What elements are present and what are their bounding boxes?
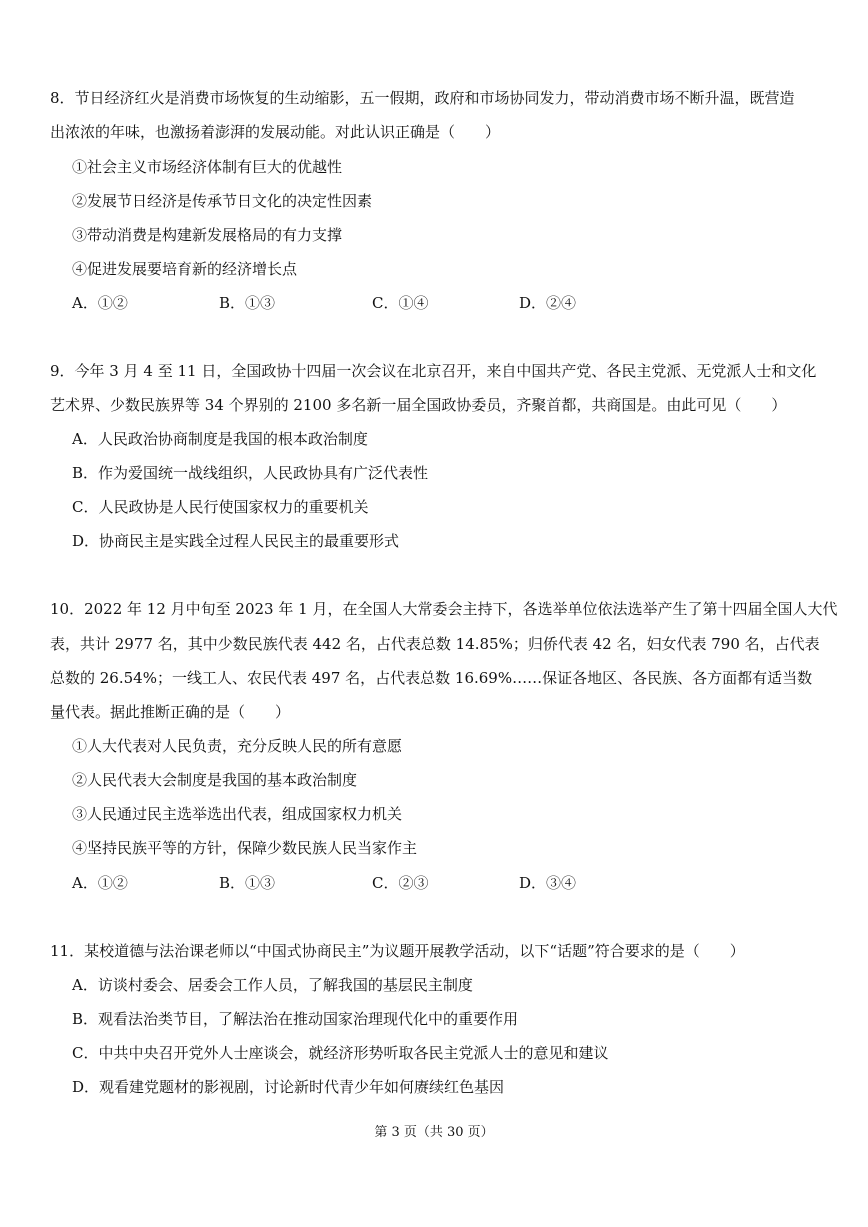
choice-b[interactable]: B．①③ xyxy=(219,294,276,312)
question-10-stem-line-4: 量代表。据此推断正确的是（ ） xyxy=(50,703,291,721)
page-footer: 第 3 页（共 30 页） xyxy=(374,1125,494,1140)
choice-d[interactable]: D．③④ xyxy=(519,874,577,892)
question-8-stem-line-2: 出浓浓的年味，也激扬着澎湃的发展动能。对此认识正确是（ ） xyxy=(50,123,501,141)
question-9-option-a[interactable]: A．人民政治协商制度是我国的根本政治制度 xyxy=(72,430,368,448)
question-10-item-3: ③人民通过民主选举选出代表，组成国家权力机关 xyxy=(72,805,403,823)
question-10-item-1: ①人大代表对人民负责，充分反映人民的所有意愿 xyxy=(72,737,403,755)
question-9-option-b[interactable]: B．作为爱国统一战线组织，人民政协具有广泛代表性 xyxy=(72,464,429,482)
question-11-option-a[interactable]: A．访谈村委会、居委会工作人员，了解我国的基层民主制度 xyxy=(72,976,473,994)
question-10-item-2: ②人民代表大会制度是我国的基本政治制度 xyxy=(72,771,358,789)
choice-d[interactable]: D．②④ xyxy=(519,294,577,312)
question-9-option-c[interactable]: C．人民政协是人民行使国家权力的重要机关 xyxy=(72,498,369,516)
question-10-item-4: ④坚持民族平等的方针，保障少数民族人民当家作主 xyxy=(72,839,418,857)
choice-a[interactable]: A．①② xyxy=(72,874,128,892)
question-9-option-d[interactable]: D．协商民主是实践全过程人民民主的最重要形式 xyxy=(72,532,400,550)
question-8-choices xyxy=(72,293,632,313)
question-9-stem-line-2: 艺术界、少数民族界等 34 个界别的 2100 多名新一届全国政协委员，齐聚首都，共商国是。由此可见（ ） xyxy=(50,396,787,414)
question-8-item-2: ②发展节日经济是传承节日文化的决定性因素 xyxy=(72,192,373,210)
choice-c[interactable]: C．②③ xyxy=(372,874,429,892)
question-11-option-b[interactable]: B．观看法治类节目，了解法治在推动国家治理现代化中的重要作用 xyxy=(72,1010,519,1028)
choice-c[interactable]: C．①④ xyxy=(372,294,429,312)
question-8-item-1: ①社会主义市场经济体制有巨大的优越性 xyxy=(72,158,343,176)
question-10-stem-line-3: 总数的 26.54%；一线工人、农民代表 497 名，占代表总数 16.69%……保证各地区、各民族、各方面都有适当数 xyxy=(50,669,813,687)
choice-b[interactable]: B．①③ xyxy=(219,874,276,892)
question-11-option-d[interactable]: D．观看建党题材的影视剧，讨论新时代青少年如何赓续红色基因 xyxy=(72,1078,505,1096)
question-8-stem-line-1: 8．节日经济红火是消费市场恢复的生动缩影，五一假期，政府和市场协同发力，带动消费市场不断升温，既营造 xyxy=(50,89,795,107)
question-11-stem-line-1: 11．某校道德与法治课老师以“中国式协商民主”为议题开展教学活动，以下“话题”符合要求的是（ ） xyxy=(50,942,745,960)
question-10-stem-line-2: 表，共计 2977 名，其中少数民族代表 442 名，占代表总数 14.85%；归侨代表 42 名，妇女代表 790 名，占代表 xyxy=(50,635,820,653)
question-10-choices xyxy=(72,873,632,893)
question-10-stem-line-1: 10．2022 年 12 月中旬至 2023 年 1 月，在全国人大常委会主持下，各选举单位依法选举产生了第十四届全国人大代 xyxy=(50,600,838,618)
choice-a[interactable]: A．①② xyxy=(72,294,128,312)
question-8-item-3: ③带动消费是构建新发展格局的有力支撑 xyxy=(72,226,343,244)
question-11-option-c[interactable]: C．中共中央召开党外人士座谈会，就经济形势听取各民主党派人士的意见和建议 xyxy=(72,1044,609,1062)
question-9-stem-line-1: 9．今年 3 月 4 至 11 日，全国政协十四届一次会议在北京召开，来自中国共产党、各民主党派、无党派人士和文化 xyxy=(50,362,817,380)
question-8-item-4: ④促进发展要培育新的经济增长点 xyxy=(72,260,298,278)
